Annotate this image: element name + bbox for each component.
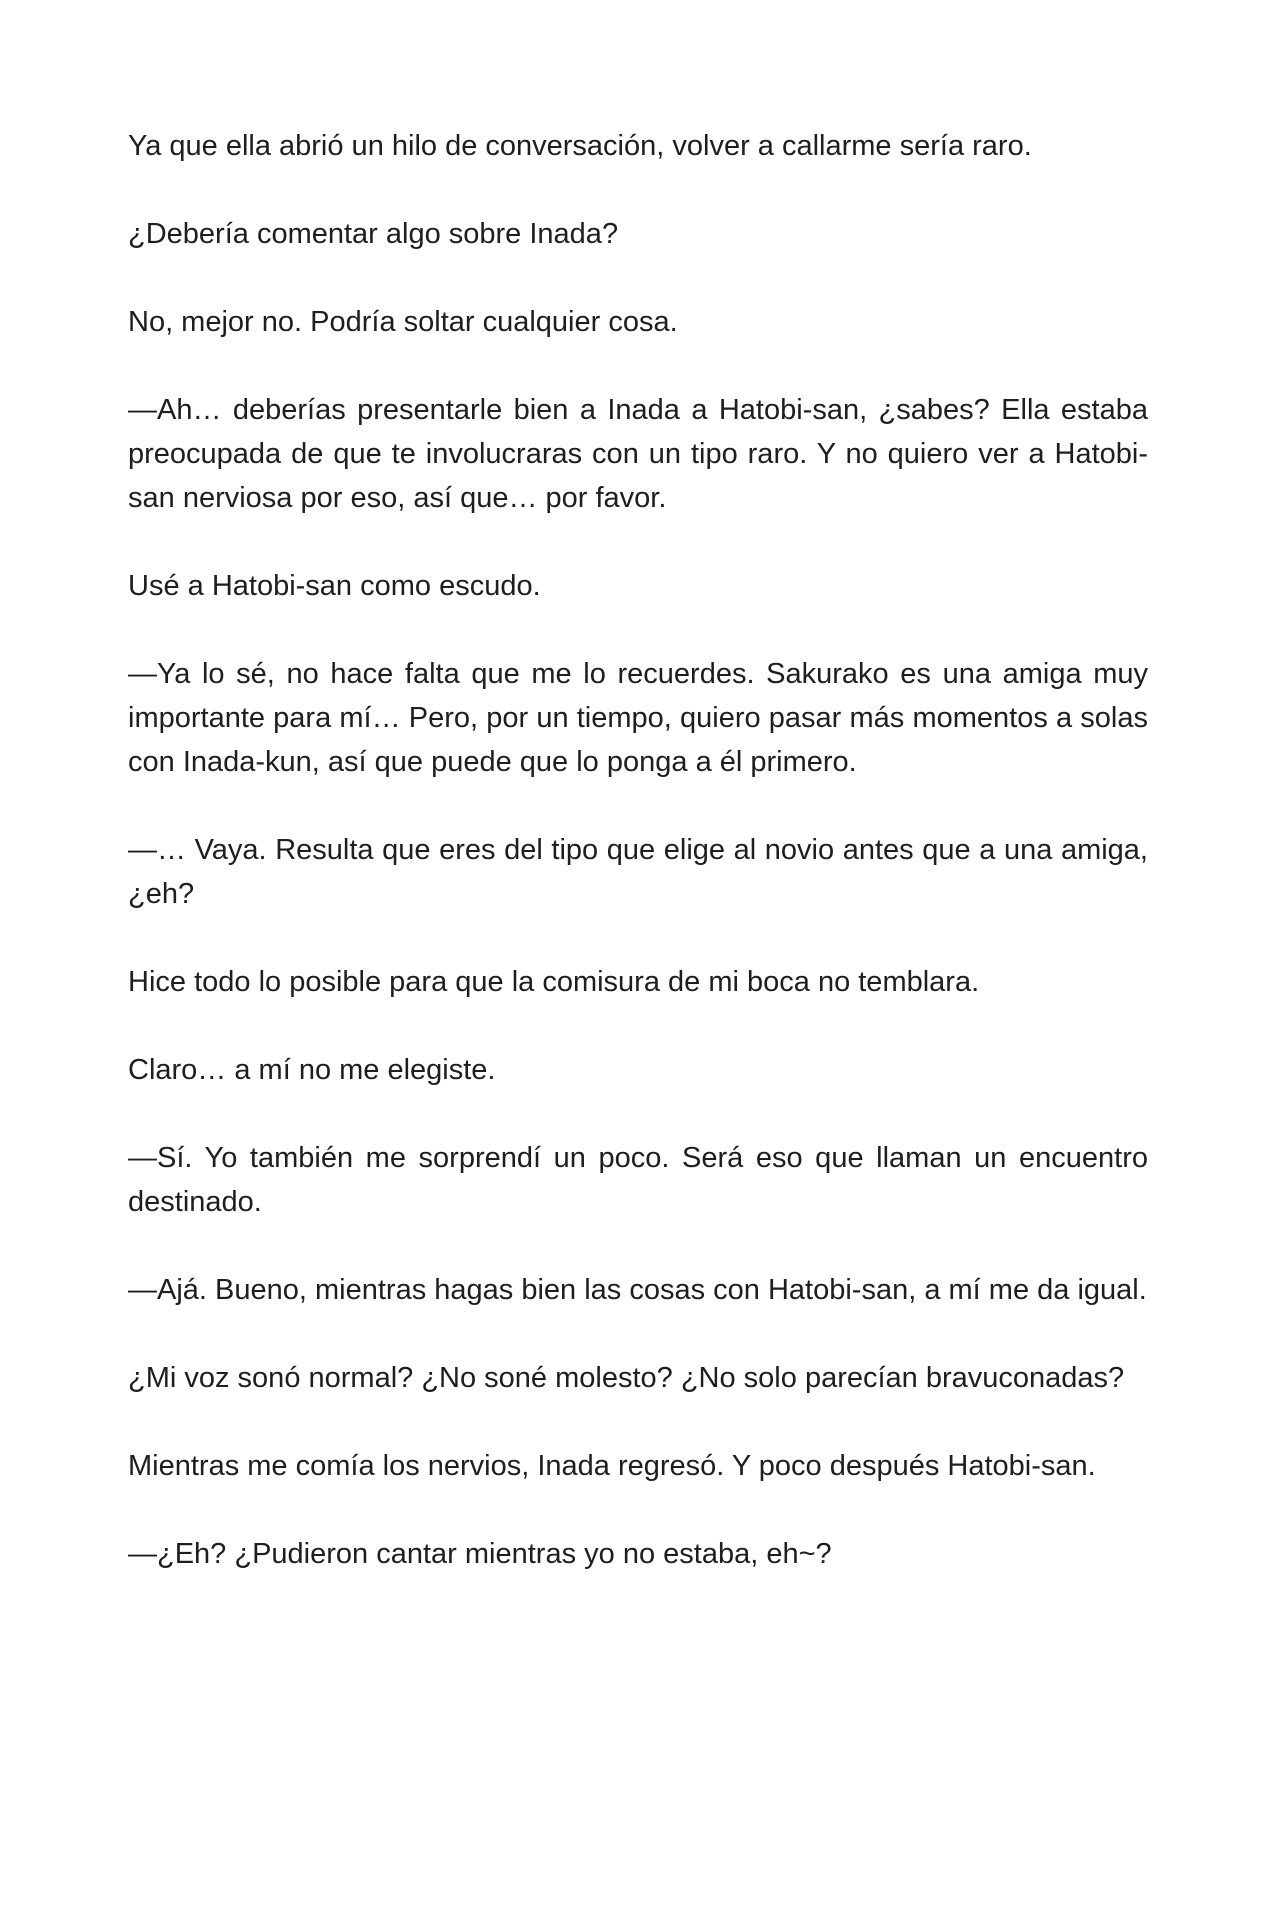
paragraph: —Ajá. Bueno, mientras hagas bien las cosas con Hatobi-san, a mí me da igual. — [128, 1274, 1147, 1306]
paragraph: —¿Eh? ¿Pudieron cantar mientras yo no estaba, eh~? — [128, 1538, 832, 1570]
paragraph: Mientras me comía los nervios, Inada regresó. Y poco después Hatobi-san. — [128, 1450, 1096, 1482]
paragraph: —… Vaya. Resulta que eres del tipo que elige al novio antes que a una amiga, ¿eh? — [128, 834, 1148, 910]
paragraph: Claro… a mí no me elegiste. — [128, 1054, 496, 1086]
paragraph: —Ya lo sé, no hace falta que me lo recuerdes. Sakurako es una amiga muy importante para mí… Pero, por un tiempo, quiero pasar más momentos a solas con Inada-kun, así que puede que lo ponga a él primero. — [128, 658, 1148, 778]
paragraph: Hice todo lo posible para que la comisura de mi boca no temblara. — [128, 966, 980, 998]
document-body — [128, 124, 1148, 1620]
paragraph: ¿Debería comentar algo sobre Inada? — [128, 218, 619, 250]
paragraph: No, mejor no. Podría soltar cualquier cosa. — [128, 306, 678, 338]
paragraph: Usé a Hatobi-san como escudo. — [128, 570, 541, 602]
paragraph: —Sí. Yo también me sorprendí un poco. Será eso que llaman un encuentro destinado. — [128, 1142, 1148, 1218]
paragraph: —Ah… deberías presentarle bien a Inada a Hatobi-san, ¿sabes? Ella estaba preocupada de que te involucraras con un tipo raro. Y no quiero ver a Hatobi-san nerviosa por eso, así que… por favor. — [128, 394, 1148, 514]
paragraph: ¿Mi voz sonó normal? ¿No soné molesto? ¿No solo parecían bravuconadas? — [128, 1362, 1125, 1394]
paragraph: Ya que ella abrió un hilo de conversación, volver a callarme sería raro. — [128, 130, 1032, 162]
